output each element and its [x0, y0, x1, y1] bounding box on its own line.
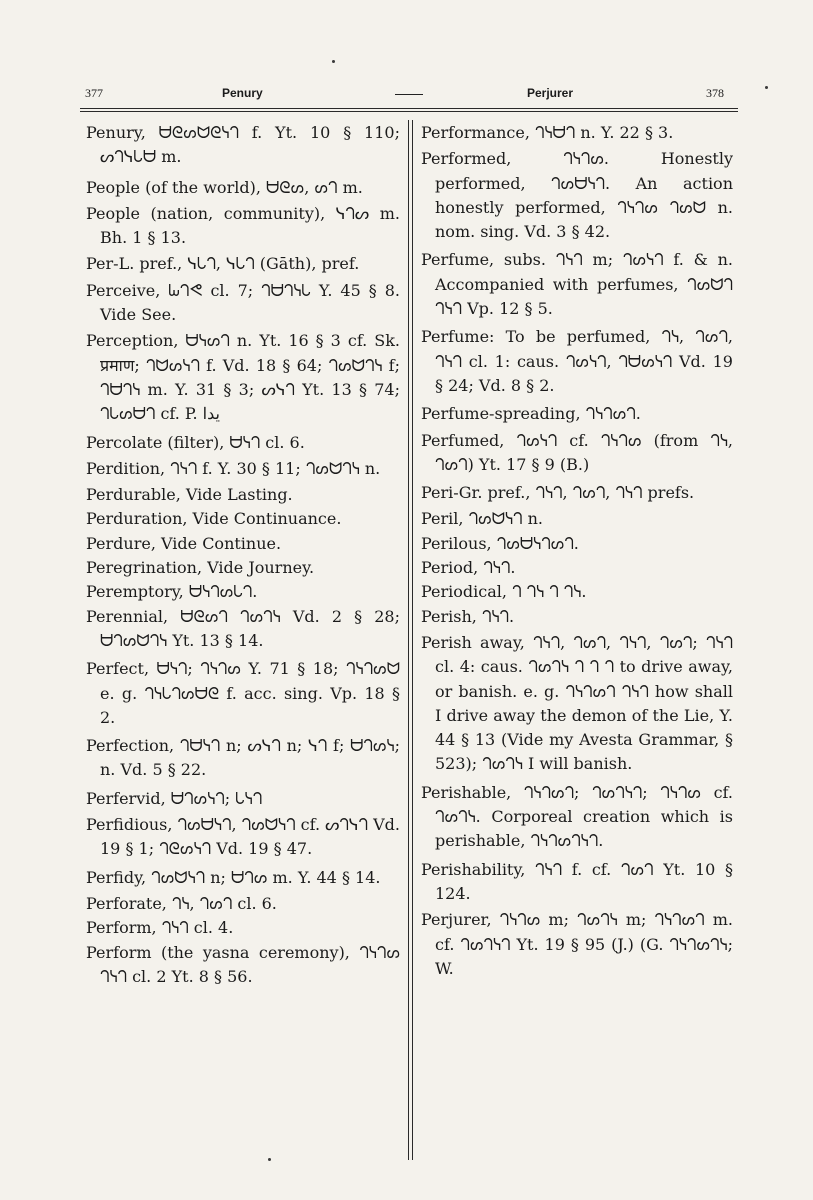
ink-speck — [332, 60, 335, 63]
dictionary-entry: Perfection, ᘃᗨᓭᘃ n; ᔕᓭᘃ n; ᓭᘃ f; ᗨᘃᔕᓭ; n. Vd. 5 § 22. — [86, 736, 400, 780]
dictionary-entry: Perform, ᘃᓭᘃ cl. 4. — [86, 918, 234, 938]
dictionary-entry: Perilous, ᘃᔕᗨᓭᘃᔕᘃ. — [421, 533, 579, 553]
dictionary-entry: Perfume-spreading, ᘃᓭᘃᔕᘃ. — [421, 404, 641, 424]
dictionary-entry: Perish, ᘃᓭᘃ. — [421, 606, 515, 626]
dictionary-entry: People (nation, community), ᓭᘃᔕ m. Bh. 1 § 13. — [86, 203, 400, 248]
header-dash — [395, 94, 423, 95]
dictionary-entry: Peril, ᘃᔕᗢᓭᘃ n. — [421, 509, 543, 529]
dictionary-entry: Perceive, ᘈᘃᕙ cl. 7; ᘃᗨᘃᓭᘂ Y. 45 § 8. Vide See. — [86, 280, 400, 325]
dictionary-entry: Perfect, ᗨᓭᘃ; ᘃᓭᘃᔕ Y. 71 § 18; ᘃᓭᘃᔕᗢ e. g. ᘃᓭᘂᘃᔕᗨᘓ f. acc. sing. Vp. 18 § 2. — [86, 659, 400, 727]
dictionary-entry: Peregrination, Vide Journey. — [86, 558, 315, 578]
column-divider-inner — [412, 120, 413, 1160]
column-divider — [408, 120, 409, 1160]
dictionary-entry: Perfume: To be perfumed, ᘃᓭ, ᘃᔕᘃ, ᘃᓭᘃ cl. 1: caus. ᘃᔕᓭᘃ, ᘃᗨᔕᓭᘃ Vd. 19 § 24; Vd. 8 § 2. — [421, 327, 733, 395]
left-column — [86, 121, 400, 989]
dictionary-entry: Percolate (filter), ᗨᓭᘃ cl. 6. — [86, 432, 305, 452]
dictionary-entry: Peremptory, ᗨᓭᘃᔕᘂᘃ. — [86, 582, 258, 602]
dictionary-entry: Periodical, ᘃ ᘃᓭ ᘃ ᘃᓭ. — [421, 582, 587, 602]
dictionary-entry: Perform (the yasna ceremony), ᘃᓭᘃᔕ ᘃᓭᘃ cl. 2 Yt. 8 § 56. — [86, 942, 400, 986]
dictionary-entry: Perishability, ᘃᓭᘃ f. cf. ᘃᔕᘃ Yt. 10 § 124. — [421, 859, 733, 903]
guide-word-right: Perjurer — [527, 86, 574, 100]
dictionary-entry: Perdure, Vide Continue. — [86, 533, 282, 553]
dictionary-entry: Peri-Gr. pref., ᘃᓭᘃ, ᘃᔕᘃ, ᘃᓭᘃ prefs. — [421, 483, 695, 503]
dictionary-entry: Perfervid, ᗨᘃᔕᓭᘃ; ᘂᓭᘃ — [86, 788, 263, 808]
dictionary-entry: Perennial, ᗨᘓᔕᘃ ᘃᔕᘃᓭ Vd. 2 § 28; ᗨᘃᔕᗢᘃᓭ Yt. 13 § 14. — [86, 606, 400, 650]
dictionary-entry: Per-L. pref., ᓭᘂᘃ, ᓭᘂᘃ (Gāth), pref. — [86, 254, 360, 274]
dictionary-entry: Perfidious, ᘃᔕᗨᓭᘃ, ᘃᔕᗢᓭᘃ cf. ᔕᘃᓭᘃ Vd. 19 § 1; ᘃᘓᔕᓭᘃ Vd. 19 § 47. — [86, 815, 400, 859]
header-rule-inner — [80, 111, 738, 112]
dictionary-entry: Perdition, ᘃᓭᘃ f. Y. 30 § 11; ᘃᔕᗢᘃᓭ n. — [86, 458, 381, 478]
dictionary-entry: Perfumed, ᘃᔕᓭᘃ cf. ᘃᓭᘃᔕ (from ᘃᓭ, ᘃᔕᘃ) Yt. 17 § 9 (B.) — [421, 430, 733, 474]
page-number-right: 378 — [706, 86, 724, 100]
dictionary-entry: Perjurer, ᘃᓭᘃᔕ m; ᘃᔕᘃᓭ m; ᘃᓭᘃᔕᘃ m. cf. ᘃᔕᘃᓭᘃ Yt. 19 § 95 (J.) (G. ᘃᓭᘃᔕᘃᓭ; W. — [421, 910, 733, 978]
dictionary-entry: Performance, ᘃᓭᗨᘃ n. Y. 22 § 3. — [421, 123, 674, 142]
dictionary-entry: Perfidy, ᘃᔕᗢᓭᘃ n; ᗨᘃᔕ m. Y. 44 § 14. — [86, 867, 381, 887]
dictionary-entry: Perduration, Vide Continuance. — [86, 509, 342, 529]
dictionary-entry: Penury, ᗨᘓᔕᗢᘓᓭᘃ f. Yt. 10 § 110; ᔕᘃᓭᘂᗨ m. — [86, 123, 400, 167]
dictionary-entry: Perishable, ᘃᓭᘃᔕᘃ; ᘃᔕᘃᓭᘃ; ᘃᓭᘃᔕ cf. ᘃᔕᘃᓭ. Corporeal creation which is perishable, ᘃᓭᘃᔕᘃᓭᘃ. — [421, 782, 733, 851]
page-number-left: 377 — [85, 86, 103, 100]
dictionary-entry: Performed, ᘃᓭᘃᔕ. Honestly performed, ᘃᔕᗨᓭᘃ. An action honestly performed, ᘃᓭᘃᔕ ᘃᔕᗢ n. nom. sing. Vd. 3 § 42. — [421, 149, 733, 242]
right-column — [421, 121, 733, 981]
dictionary-entry: Perception, ᗨᓭᔕᘃ n. Yt. 16 § 3 cf. Sk. प्रमाण; ᘃᗢᔕᓭᘃ f. Vd. 18 § 64; ᘃᔕᗢᘃᓭ f; ᘃᗨᘃᓭ m. Y. 31 § 3; ᔕᓭᘃ Yt. 13 § 74; ᘃᘂᔕᗨᘃ cf. P. يدا — [86, 331, 400, 424]
header-rule — [80, 108, 738, 109]
dictionary-entry: People (of the world), ᗨᘓᔕ, ᔕᘃ m. — [86, 177, 363, 197]
dictionary-entry: Perfume, subs. ᘃᓭᘃ m; ᘃᔕᓭᘃ f. & n. Accompanied with perfumes, ᘃᔕᗢᘃ ᘃᓭᘃ Vp. 12 § 5. — [421, 250, 733, 319]
dictionary-entry: Perish away, ᘃᓭᘃ, ᘃᔕᘃ, ᘃᓭᘃ, ᘃᔕᘃ; ᘃᓭᘃ cl. 4: caus. ᘃᔕᘃᓭ ᘃ ᘃ ᘃ to drive away, or banish. e. g. ᘃᓭᘃᔕᘃ ᘃᓭᘃ how shall I drive away the demon of the Lie, Y. 44 § 13 (Vide my Avesta Grammar, § 523); ᘃᔕᘃᓭ I will banish. — [421, 632, 733, 774]
ink-speck — [268, 1158, 271, 1161]
running-header — [0, 86, 813, 106]
dictionary-entry: Period, ᘃᓭᘃ. — [421, 558, 516, 578]
dictionary-entry: Perdurable, Vide Lasting. — [86, 485, 293, 505]
guide-word-left: Penury — [222, 86, 263, 100]
dictionary-entry: Perforate, ᘃᓭ, ᘃᔕᘃ cl. 6. — [86, 893, 277, 913]
